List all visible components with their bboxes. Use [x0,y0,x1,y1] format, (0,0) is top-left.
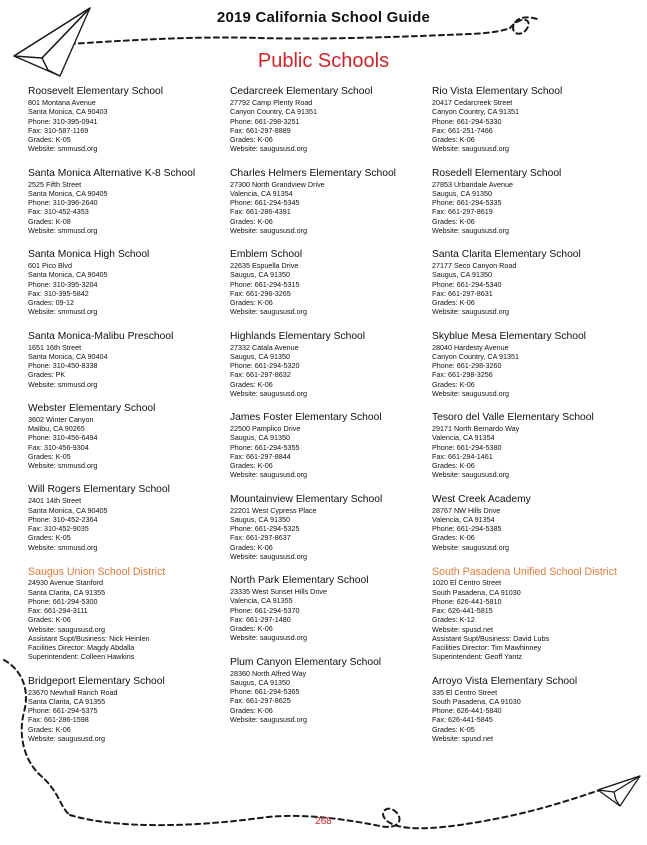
entry-detail-line: Phone: 310-395-3204 [28,279,98,289]
entry-detail-line: South Pasadena, CA 91030 [432,696,521,706]
school-entry [230,575,430,643]
paper-airplane-small-icon [598,776,640,806]
entry-detail-line: Fax: 661-294-3111 [28,606,88,615]
school-name: West Creek Academy [432,493,531,505]
entry-detail-line: Website: smmusd.org [28,144,98,154]
column-2 [230,86,430,738]
entry-detail-line: 28767 NW Hills Drive [432,505,501,515]
entry-detail-line: Grades: K-06 [230,542,273,552]
entry-detail-line: Grades: K-06 [432,298,475,307]
entry-detail-line: Phone: 661-294-5375 [28,706,98,715]
entry-detail-line: Phone: 661-294-5315 [230,279,300,289]
entry-detail-line: 28360 North Alfred Way [230,668,307,678]
school-name: Webster Elementary School [28,402,156,414]
entry-detail-line: Santa Monica, CA 90403 [28,107,108,117]
entry-detail-line: Website: saugususd.org [432,144,509,154]
school-entry [28,331,228,389]
entry-detail-line: Website: smmusd.org [28,379,98,389]
entry-detail-line: Phone: 661-294-5340 [432,279,502,289]
school-name: Arroyo Vista Elementary School [432,675,578,687]
entry-detail-line: 20417 Cedarcreek Street [432,98,513,107]
entry-detail-line: Grades: K-06 [230,705,273,715]
entry-detail-line: Website: saugususd.org [230,633,307,643]
entry-detail-line: Website: smmusd.org [28,225,98,235]
entry-detail-line: 22201 West Cypress Place [230,505,317,515]
entry-detail-line: Grades: K-08 [28,216,71,226]
school-entry [28,403,228,471]
entry-detail-line: Website: saugususd.org [230,388,307,398]
entry-detail-line: 28040 Hardesty Avenue [432,342,509,352]
school-entry [230,86,430,154]
entry-detail-line: Assistant Supt/Business: Nick Heinlen [28,633,150,643]
entry-detail-line: Canyon Country, CA 91351 [230,107,317,117]
entry-detail-line: Fax: 661-297-8637 [230,533,291,543]
school-name: Santa Monica Alternative K-8 School [28,167,196,179]
entry-detail-line: Phone: 661-294-5345 [230,198,300,207]
entry-detail-line: Phone: 661-294-5325 [230,524,300,533]
entry-detail-line: Phone: 310-450-8338 [28,361,98,370]
entry-detail-line: Superintendent: Colleen Hawkins [28,652,135,662]
entry-detail-line: Fax: 661-297-8844 [230,451,291,461]
entry-detail-line: 27332 Catala Avenue [230,342,299,352]
entry-detail-line: Grades: K-06 [432,379,475,389]
entry-detail-line: Grades: K-06 [230,624,273,633]
entry-detail-line: Phone: 661-294-5380 [432,442,502,452]
school-entry [432,676,632,744]
school-name: Bridgeport Elementary School [28,675,165,687]
entry-detail-line: Website: smmusd.org [28,542,98,552]
entry-detail-line: 2401 14th Street [28,496,82,506]
entry-detail-line: Phone: 310-452-2364 [28,514,98,524]
entry-detail-line: Phone: 661-294-5365 [230,687,300,696]
school-entry [432,494,632,552]
entry-detail-line: 29171 North Bernardo Way [432,424,520,433]
entry-detail-line: 335 El Centro Street [432,687,498,697]
school-name: Plum Canyon Elementary School [230,656,382,668]
entry-detail-line: Phone: 661-294-5355 [230,442,300,452]
entry-detail-line: Phone: 661-298-3260 [432,361,502,370]
entry-detail-line: Grades: PK [28,370,66,380]
entry-detail-line: Phone: 661-294-5335 [432,198,502,207]
entry-detail-line: Grades: K-06 [230,461,273,470]
entry-detail-line: Phone: 626-441-5840 [432,706,502,715]
entry-detail-line: Fax: 661-251-7466 [432,125,493,135]
entry-detail-line: Website: saugususd.org [432,307,509,317]
entry-detail-line: 1651 16th Street [28,342,82,352]
entry-detail-line: Grades: 09-12 [28,298,74,307]
school-name: Charles Helmers Elementary School [230,167,396,179]
entry-detail-line: Website: saugususd.org [230,551,307,561]
school-name: Emblem School [230,249,303,260]
entry-detail-line: Grades: K-12 [432,615,475,625]
entry-detail-line: Website: spusd.net [432,624,493,634]
school-name: Roosevelt Elementary School [28,86,164,97]
entry-detail-line: Website: saugususd.org [230,307,307,317]
entry-detail-line: Phone: 310-395-0941 [28,116,98,126]
entry-detail-line: Fax: 626-441-5845 [432,715,493,725]
page-number: 268 [315,816,332,827]
entry-detail-line: 23335 West Sunset Hills Drive [230,587,327,596]
entry-detail-line: 22635 Espuella Drive [230,261,299,270]
entry-detail-line: Fax: 661-297-8632 [230,370,291,380]
school-name: Mountainview Elementary School [230,493,383,505]
entry-detail-line: Phone: 310-396-2640 [28,198,98,207]
school-entry [432,412,632,480]
school-entry [28,484,228,552]
entry-detail-line: Website: saugususd.org [230,714,307,724]
entry-detail-line: Santa Clarita, CA 91355 [28,587,106,597]
entry-detail-line: 801 Montana Avenue [28,98,96,107]
entry-detail-line: Saugus, CA 91350 [230,351,290,361]
school-name: Skyblue Mesa Elementary School [432,330,586,342]
entry-detail-line: Fax: 661-294-1461 [432,451,493,461]
entry-detail-line: Website: saugususd.org [432,470,509,480]
entry-detail-line: Grades: K-05 [28,533,71,543]
school-entry [28,86,228,154]
entry-detail-line: Website: saugususd.org [28,624,105,634]
entry-detail-line: Phone: 661-294-5385 [432,524,502,533]
guide-header: 2019 California School Guide [216,9,431,26]
entry-detail-line: Website: saugususd.org [28,733,105,743]
entry-detail-line: 3602 Winter Canyon [28,414,94,424]
entry-detail-line: Website: smmusd.org [28,461,98,470]
entry-detail-line: Santa Monica, CA 90405 [28,270,108,280]
school-entry [432,331,632,399]
school-name: Santa Clarita Elementary School [432,249,581,260]
entry-detail-line: Valencia, CA 91354 [432,514,495,524]
entry-detail-line: Canyon Country, CA 91351 [432,351,519,361]
entry-detail-line: Grades: K-06 [432,135,475,144]
entry-detail-line: 22500 Pamplico Drive [230,424,301,433]
entry-detail-line: Fax: 661-297-8625 [230,696,291,706]
entry-detail-line: Fax: 661-298-3256 [432,370,493,380]
entry-detail-line: Grades: K-06 [432,533,475,543]
entry-detail-line: Valencia, CA 91355 [230,596,293,606]
entry-detail-line: Santa Monica, CA 90405 [28,505,108,515]
entry-detail-line: Website: saugususd.org [432,542,509,552]
entry-detail-line: Saugus, CA 91350 [432,270,492,280]
entry-detail-line: Website: smmusd.org [28,307,98,317]
school-entry [230,331,430,399]
entry-detail-line: Fax: 661-296-3265 [230,288,291,298]
entry-detail-line: Fax: 310-452-9035 [28,524,89,533]
entry-detail-line: Fax: 661-297-8889 [230,125,291,135]
entry-detail-line: Saugus, CA 91350 [432,188,492,198]
entry-detail-line: Santa Monica, CA 90404 [28,351,108,361]
entry-detail-line: Fax: 661-297-1480 [230,614,291,624]
entry-detail-line: Phone: 661-294-5370 [230,605,300,615]
school-entry [28,249,228,317]
district-entry [432,566,632,662]
school-name: Cedarcreek Elementary School [230,86,373,97]
entry-detail-line: Santa Clarita, CA 91355 [28,696,106,706]
school-entry [28,168,228,236]
entry-detail-line: Phone: 661-294-5320 [230,361,300,370]
entry-detail-line: Fax: 661-297-8619 [432,207,493,217]
entry-detail-line: Saugus, CA 91350 [230,514,290,524]
entry-detail-line: Website: saugususd.org [432,388,509,398]
entry-detail-line: 2525 Fifth Street [28,179,82,189]
entry-detail-line: Canyon Country, CA 91351 [432,107,519,117]
school-name: Santa Monica-Malibu Preschool [28,330,174,342]
entry-detail-line: Superintendent: Geoff Yantz [432,652,522,662]
entry-detail-line: Saugus, CA 91350 [230,433,290,443]
entry-detail-line: Website: saugususd.org [230,144,307,154]
school-entry [230,494,430,562]
entry-detail-line: Valencia, CA 91354 [230,188,293,198]
entry-detail-line: Phone: 661-298-3251 [230,116,300,126]
school-name: Will Rogers Elementary School [28,484,170,496]
entry-detail-line: South Pasadena, CA 91030 [432,587,521,597]
entry-detail-line: Website: saugususd.org [230,470,307,480]
entry-detail-line: 27300 North Grandview Drive [230,179,325,189]
entry-detail-line: 1020 El Centro Street [432,578,502,588]
school-name: Rosedell Elementary School [432,167,562,179]
school-entry [230,249,430,317]
column-3 [432,86,632,757]
school-name: James Foster Elementary School [230,412,382,423]
entry-detail-line: Grades: K-05 [28,451,71,461]
entry-detail-line: Fax: 310-452-4353 [28,207,89,217]
school-name: Tesoro del Valle Elementary School [432,412,594,423]
school-entry [432,168,632,236]
entry-detail-line: Grades: K-05 [28,135,71,144]
entry-detail-line: Saugus, CA 91350 [230,270,290,280]
entry-detail-line: Fax: 661-297-8631 [432,288,493,298]
entry-detail-line: 27853 Urbandale Avenue [432,179,513,189]
entry-detail-line: Facilities Director: Tim Mawhinney [432,643,542,652]
entry-detail-line: 601 Pico Blvd [28,261,72,270]
school-name: North Park Elementary School [230,575,369,586]
school-name: Highlands Elementary School [230,330,366,342]
entry-detail-line: 24930 Avenue Stanford [28,578,104,588]
school-entry [230,412,430,480]
entry-detail-line: Grades: K-06 [230,216,273,226]
school-entry [28,676,228,744]
entry-detail-line: Website: saugususd.org [432,225,509,235]
entry-detail-line: Grades: K-05 [432,724,475,734]
entry-detail-line: 27792 Camp Plenty Road [230,98,313,107]
school-name: Rio Vista Elementary School [432,86,563,97]
entry-detail-line: Fax: 310-456-9304 [28,442,89,452]
school-name: Santa Monica High School [28,249,150,260]
entry-detail-line: Saugus, CA 91350 [230,677,290,687]
entry-detail-line: Facilities Director: Magdy Abdalla [28,643,135,652]
entry-detail-line: Assistant Supt/Business: David Lubs [432,633,550,643]
entry-detail-line: Phone: 661-294-5330 [432,116,502,126]
entry-detail-line: Grades: K-06 [28,724,71,734]
entry-detail-line: Fax: 661-286-4391 [230,207,291,217]
school-entry [230,168,430,236]
entry-detail-line: 27177 Seco Canyon Road [432,261,517,270]
entry-detail-line: Phone: 661-294-5300 [28,596,98,606]
district-entry [28,566,228,662]
entry-detail-line: Grades: K-06 [230,135,273,144]
entry-detail-line: Grades: K-06 [28,615,71,625]
school-entry [432,86,632,154]
entry-detail-line: Phone: 310-456-6494 [28,433,98,443]
page-title: Public Schools [257,50,390,72]
top-dashed-path [70,28,510,44]
district-name: Saugus Union School District [28,565,166,578]
column-1 [28,86,228,757]
entry-detail-line: Grades: K-06 [230,379,273,389]
school-entry [230,657,430,725]
entry-detail-line: Phone: 626-441-5810 [432,596,502,606]
entry-detail-line: Fax: 310-587-1169 [28,125,89,135]
entry-detail-line: Website: saugususd.org [230,225,307,235]
entry-detail-line: Fax: 661-286-1598 [28,715,89,725]
entry-detail-line: Fax: 310-395-5842 [28,288,89,298]
school-entry [432,249,632,317]
entry-detail-line: Website: spusd.net [432,733,493,743]
entry-detail-line: Grades: K-06 [230,298,273,307]
entry-detail-line: Valencia, CA 91354 [432,433,495,443]
entry-detail-line: Malibu, CA 90265 [28,424,85,433]
entry-detail-line: Santa Monica, CA 90405 [28,188,108,198]
entry-detail-line: Fax: 626-441-5815 [432,606,493,615]
entry-detail-line: Grades: K-06 [432,216,475,226]
district-name: South Pasadena Unified School District [432,565,617,578]
entry-detail-line: 23670 Newhall Ranch Road [28,687,118,697]
entry-detail-line: Grades: K-06 [432,461,475,470]
